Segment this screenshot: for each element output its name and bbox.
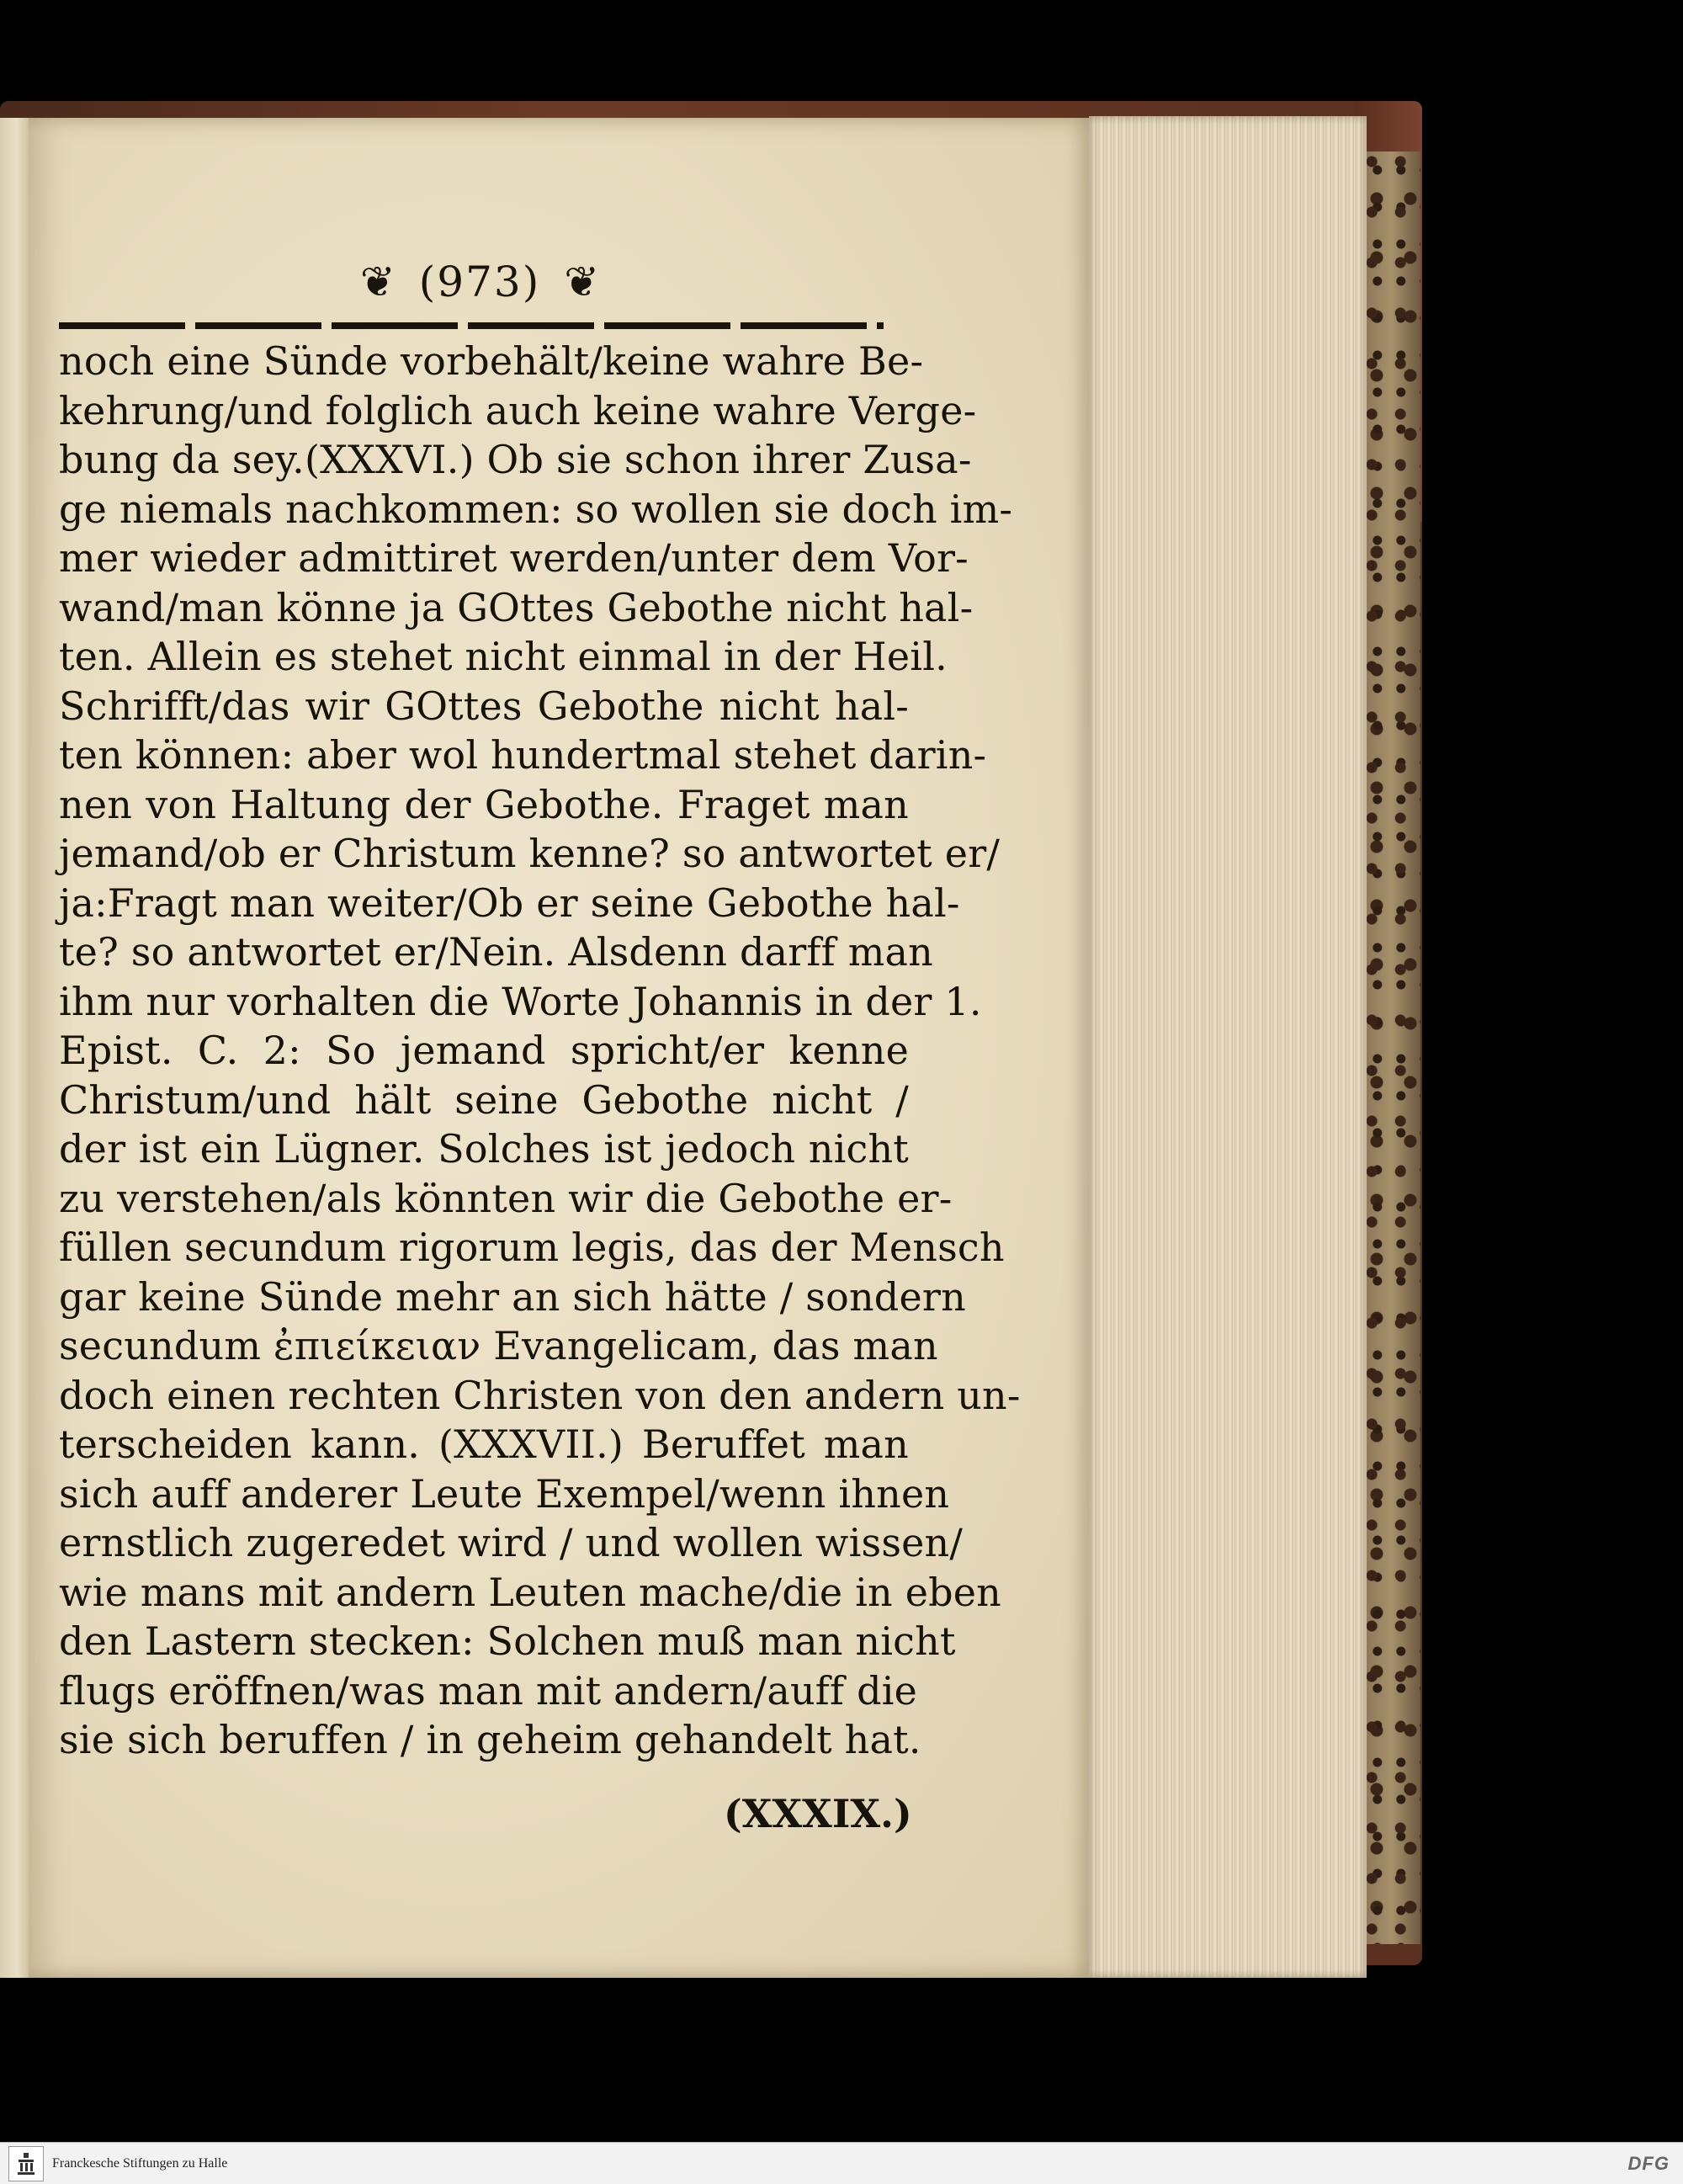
text-line: wie mans mit andern Leuten mache/die in eben bbox=[59, 1569, 1002, 1615]
institution-name[interactable]: Franckesche Stiftungen zu Halle bbox=[52, 2155, 228, 2171]
text-block bbox=[59, 337, 1021, 1765]
text-line: Christum/und hält seine Gebothe nicht / bbox=[59, 1076, 909, 1123]
text-line: sie sich beruffen / in geheim gehandelt hat. bbox=[59, 1717, 921, 1762]
ornament-left-icon: ❦ bbox=[359, 258, 396, 306]
text-line: Schrifft/das wir GOttes Gebothe nicht hal- bbox=[59, 683, 909, 729]
catchword: (XXXIX.) bbox=[724, 1791, 912, 1836]
text-line: wand/man könne ja GOttes Gebothe nicht hal- bbox=[59, 584, 974, 630]
text-line: Epist. C. 2: So jemand spricht/er kenne bbox=[59, 1028, 909, 1073]
text-line: füllen secundum rigorum legis, das der Mensch bbox=[59, 1225, 1005, 1270]
text-line: kehrung/und folglich auch keine wahre Verge- bbox=[59, 387, 977, 433]
text-line: gar keine Sünde mehr an sich hätte / sondern bbox=[59, 1273, 966, 1320]
text-line: sich auff anderer Leute Exempel/wenn ihnen bbox=[59, 1470, 950, 1517]
book-edge bbox=[1363, 151, 1420, 1944]
text-line: doch einen rechten Christen von den andern un- bbox=[59, 1372, 1021, 1418]
ornament-right-icon: ❦ bbox=[564, 258, 600, 306]
text-line: ten. Allein es stehet nicht einmal in der Heil. bbox=[59, 634, 948, 679]
text-line: ge niemals nachkommen: so wollen sie doch im- bbox=[59, 486, 1013, 532]
text-line: ihm nur vorhalten die Worte Johannis in der 1. bbox=[59, 978, 982, 1024]
text-line: terscheiden kann. (XXXVII.) Beruffet man bbox=[59, 1421, 909, 1467]
text-line: secundum ἐπιείκειαν Evangelicam, das man bbox=[59, 1323, 938, 1368]
text-line: den Lastern stecken: Solchen muß man nicht bbox=[59, 1618, 956, 1664]
dfg-logo: DFG bbox=[1627, 2152, 1670, 2174]
text-line: te? so antwortet er/Nein. Alsdenn darff man bbox=[59, 929, 933, 975]
text-line: noch eine Sünde vorbehält/keine wahre Be- bbox=[59, 338, 924, 384]
text-line: bung da sey.(XXXVI.) Ob sie schon ihrer Zusa- bbox=[59, 437, 972, 482]
header-rule bbox=[59, 322, 884, 329]
page-stack bbox=[1089, 116, 1367, 1978]
page-header bbox=[303, 252, 656, 311]
text-line: jemand/ob er Christum kenne? so antwortet er/ bbox=[59, 831, 1001, 876]
viewer-footer bbox=[0, 2142, 1683, 2184]
text-line: ten können: aber wol hundertmal stehet darin- bbox=[59, 732, 987, 778]
text-line: ja:Fragt man weiter/Ob er seine Gebothe hal- bbox=[59, 879, 960, 926]
institution-logo-icon[interactable] bbox=[8, 2146, 44, 2181]
page-number: (973) bbox=[418, 258, 541, 306]
text-line: zu verstehen/als könnten wir die Gebothe er- bbox=[59, 1175, 953, 1221]
text-line: nen von Haltung der Gebothe. Fraget man bbox=[59, 781, 909, 827]
text-line: mer wieder admittiret werden/unter dem Vor- bbox=[59, 535, 969, 581]
text-line: ernstlich zugeredet wird / und wollen wissen/ bbox=[59, 1520, 964, 1565]
text-line: der ist ein Lügner. Solches ist jedoch nicht bbox=[59, 1126, 909, 1172]
text-line: flugs eröffnen/was man mit andern/auff die bbox=[59, 1667, 918, 1714]
left-page-edge bbox=[0, 118, 30, 1978]
